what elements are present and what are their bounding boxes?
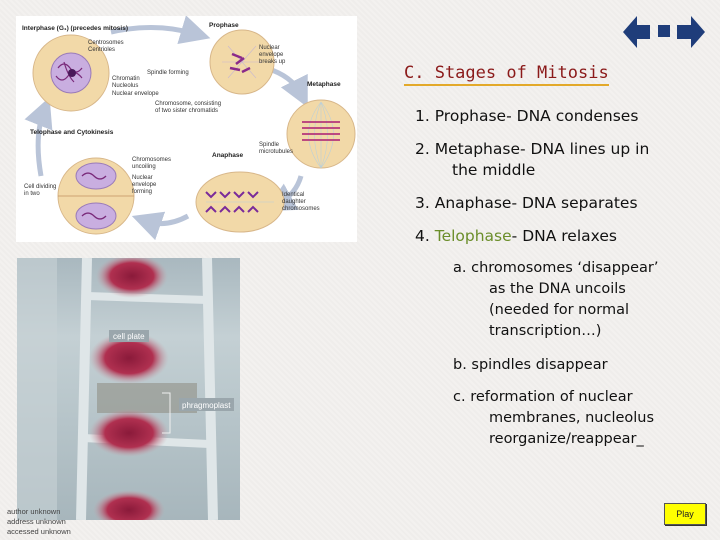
label-chromosome-1: Chromosome, consisting [155,101,222,107]
label-cell-plate: cell plate [113,332,145,341]
telophase-highlight: Telophase [434,227,512,245]
image-credit: author unknown address unknown accessed unknown [7,507,71,536]
subpoint-a-4: transcription…) [489,323,602,339]
metaphase-cell [287,100,355,168]
label-cell-dividing-1: Cell dividing [24,184,57,190]
back-arrow-icon[interactable] [623,14,651,54]
slide-title: C. Stages of Mitosis [404,63,609,86]
label-envelope-forming-1: Nuclear [132,175,153,181]
label-spindle-microtubules-1: Spindle [259,142,280,148]
label-envelope-forming-3: forming [132,189,153,195]
point-telophase: 4. Telophase- DNA relaxes [415,227,617,245]
subpoint-b: b. spindles disappear [453,357,608,373]
point-metaphase-cont: the middle [452,161,536,179]
label-daughter-1: Identical [282,192,305,198]
label-prophase: Prophase [209,22,239,29]
point-prophase: 1. Prophase- DNA condenses [415,107,639,125]
subpoint-a-2: as the DNA uncoils [489,281,626,297]
label-anaphase: Anaphase [212,152,244,159]
label-uncoiling-1: Chromosomes [132,157,172,163]
label-spindle-microtubules-2: microtubules [259,149,294,155]
label-phragmoplast: phragmoplast [182,401,231,410]
play-button[interactable]: Play [664,503,706,525]
label-spindle-forming: Spindle forming [147,70,189,76]
label-daughter-2: daughter [282,199,306,205]
point-anaphase: 3. Anaphase- DNA separates [415,194,638,212]
label-chromosome-2: of two sister chromatids [155,108,219,114]
point-metaphase: 2. Metaphase- DNA lines up in [415,140,650,158]
slide-navigation [623,14,705,50]
label-metaphase: Metaphase [307,81,341,88]
label-daughter-3: chromosomes [282,206,320,212]
forward-arrow-icon[interactable] [675,14,705,54]
label-nuclear-breaks-3: breaks up [259,59,286,65]
label-centrioles: Centrioles [88,47,116,53]
label-chromatin: Chromatin [112,76,140,82]
label-envelope-forming-2: envelope [132,182,157,188]
subpoint-c-1: c. reformation of nuclear [453,389,633,405]
mitosis-cycle-diagram [16,16,357,242]
micrograph-image [17,258,240,520]
subpoint-c-2: membranes, nucleolus [489,410,655,426]
label-nuclear-breaks-2: envelope [259,52,284,58]
label-centrosomes: Centrosomes [88,40,124,46]
label-uncoiling-2: uncoiling [132,164,156,170]
telophase-cell [58,158,134,234]
subpoint-a-1: a. chromosomes ‘disappear’ [453,260,659,276]
label-telophase: Telophase and Cytokinesis [30,129,114,136]
label-nucleolus: Nucleolus [112,83,139,89]
subpoint-a-3: (needed for normal [489,302,629,318]
label-nuclear-breaks-1: Nuclear [259,45,280,51]
label-nuclear-envelope: Nuclear envelope [112,91,159,97]
label-interphase: Interphase (G₁) (precedes mitosis) [22,25,128,32]
subpoint-c-3: reorganize/reappear_ [489,431,644,447]
home-icon[interactable] [655,14,671,54]
anaphase-cell [196,172,284,232]
label-cell-dividing-2: in two [24,191,40,197]
